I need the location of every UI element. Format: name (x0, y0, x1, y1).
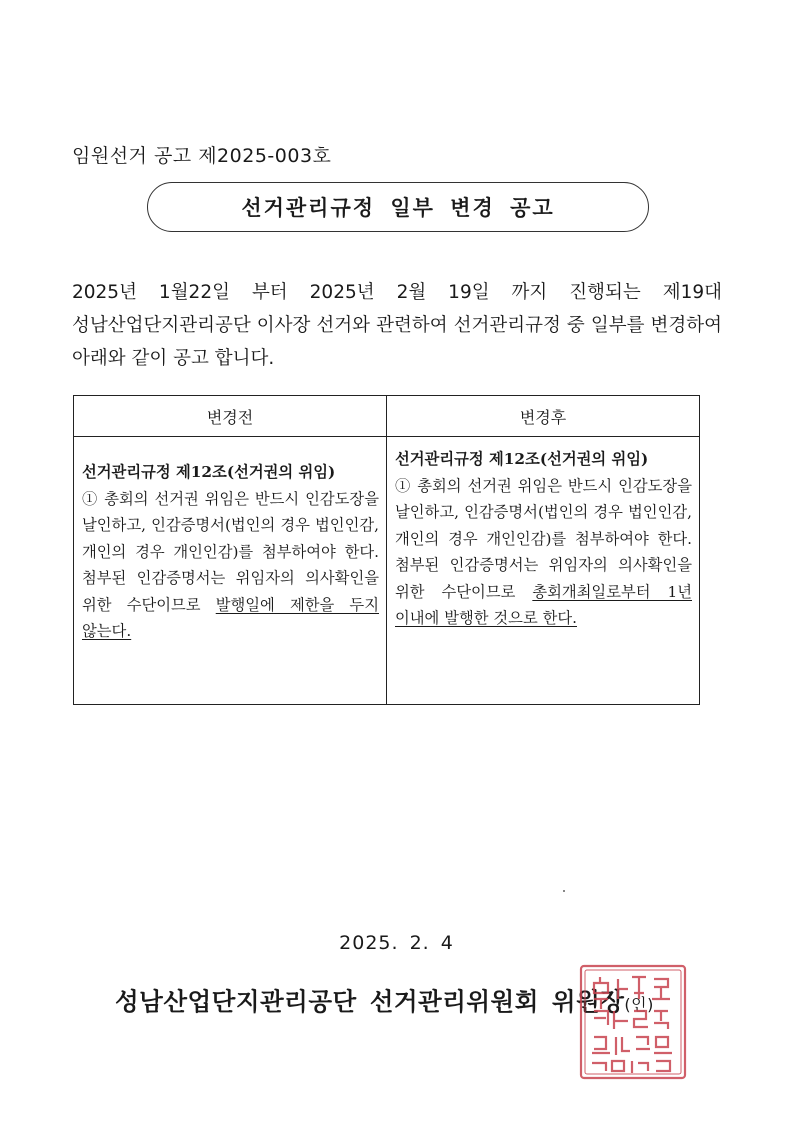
clause-underlined-after: 총회개최일로부터 1년 이내에 발행한 것으로 한다. (395, 582, 692, 627)
issue-date: 2025. 2. 4 (339, 932, 454, 954)
scan-speck (563, 890, 565, 892)
table-header-row (74, 396, 700, 437)
intro-paragraph: 2025년 1월22일 부터 2025년 2월 19일 까지 진행되는 제19대 성남산업단지관리공단 이사장 선거와 관련하여 선거관리규정 중 일부를 변경하여 아래와 같이 공고 합니다. (72, 282, 722, 369)
signer-line (115, 983, 654, 1018)
header-after: 변경후 (387, 396, 700, 437)
comparison-table (73, 395, 700, 705)
signer-name: 성남산업단지관리공단 선거관리위원회 위원장 (115, 987, 625, 1016)
seal-mark: (인) (624, 995, 654, 1014)
title-box (147, 182, 649, 232)
table-row (74, 437, 700, 705)
document-title: 선거관리규정 일부 변경 공고 (241, 196, 555, 220)
cell-before (74, 437, 387, 705)
clause-body-before: ① 총회의 선거권 위임은 반드시 인감도장을 날인하고, 인감증명서(법인의 경우 법인인감, 개인의 경우 개인인감)를 첨부하여야 한다. 첨부된 인감증명서는 위임자의 의사확인을 위한 수단이므로 (82, 489, 379, 614)
official-seal-stamp (578, 963, 688, 1081)
cell-after (387, 437, 700, 705)
clause-title-before: 선거관리규정 제12조(선거권의 위임) (82, 463, 336, 481)
notice-number: 임원선거 공고 제2025-003호 (72, 145, 332, 167)
clause-body-after: ① 총회의 선거권 위임은 반드시 인감도장을 날인하고, 인감증명서(법인의 경우 법인인감, 개인의 경우 개인인감)를 첨부하여야 한다. 첨부된 인감증명서는 위임자의 의사확인을 위한 수단이므로 (395, 476, 692, 601)
clause-title-after: 선거관리규정 제12조(선거권의 위임) (395, 450, 649, 468)
clause-underlined-before: 발행일에 제한을 두지 않는다. (82, 595, 379, 640)
header-before: 변경전 (74, 396, 387, 437)
